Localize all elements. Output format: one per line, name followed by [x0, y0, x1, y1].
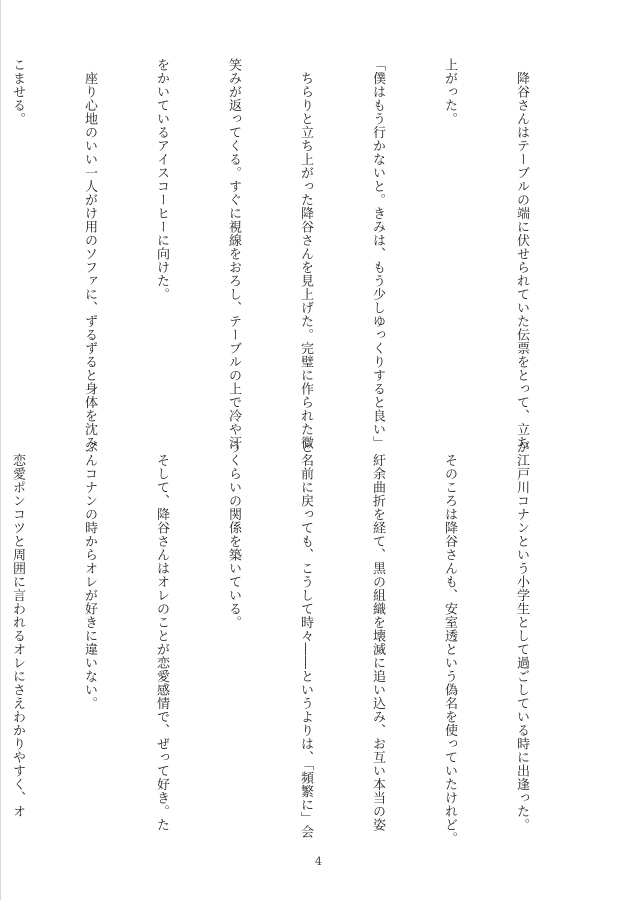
text-line: が江戸川コナンという小学生として過ごしている時に出逢った。	[514, 440, 529, 832]
text-line: 上がった。	[442, 58, 457, 126]
text-line: ちらりと立ち上がった降谷さんを見上げた。完璧に作られた微	[298, 58, 313, 450]
text-line: そのころは降谷さんも、安室透という偽名を使っていたけれど。	[442, 440, 457, 845]
text-line: 笑みが返ってくる。すぐに視線をおろし、テーブルの上で冷や汗	[226, 58, 241, 450]
text-line: ぶんコナンの時からオレが好きに違いない。	[82, 440, 97, 710]
text-line: こませる。	[10, 58, 25, 126]
text-line: 座り心地のいい一人がけ用のソファに、ずるずると身体を沈み	[82, 58, 97, 450]
text-block-lower	[10, 440, 581, 845]
text-line: 「僕はもう行かないと。きみは、もう少しゆっくりすると良い」	[370, 58, 385, 450]
text-line: そして、降谷さんはオレのことが恋愛感情で、ぜって好き。た	[154, 440, 169, 832]
text-line: をかいているアイスコーヒーに向けた。	[154, 58, 169, 301]
text-line: うくらいの関係を築いている。	[226, 440, 241, 629]
text-line: と名前に戻っても、こうして時々――というよりは、「頻繁に」会	[298, 440, 313, 839]
text-block-upper	[10, 58, 581, 450]
text-line: 恋愛ポンコツと周囲に言われるオレにさえわかりやすく、オ	[10, 440, 25, 818]
text-line: 降谷さんはテーブルの端に伏せられていた伝票をとって、立ち	[514, 58, 529, 450]
text-line: 紆余曲折を経て、黒の組織を壊滅に追い込み、お互い本当の姿	[370, 440, 385, 832]
page-number: 4	[315, 855, 322, 868]
